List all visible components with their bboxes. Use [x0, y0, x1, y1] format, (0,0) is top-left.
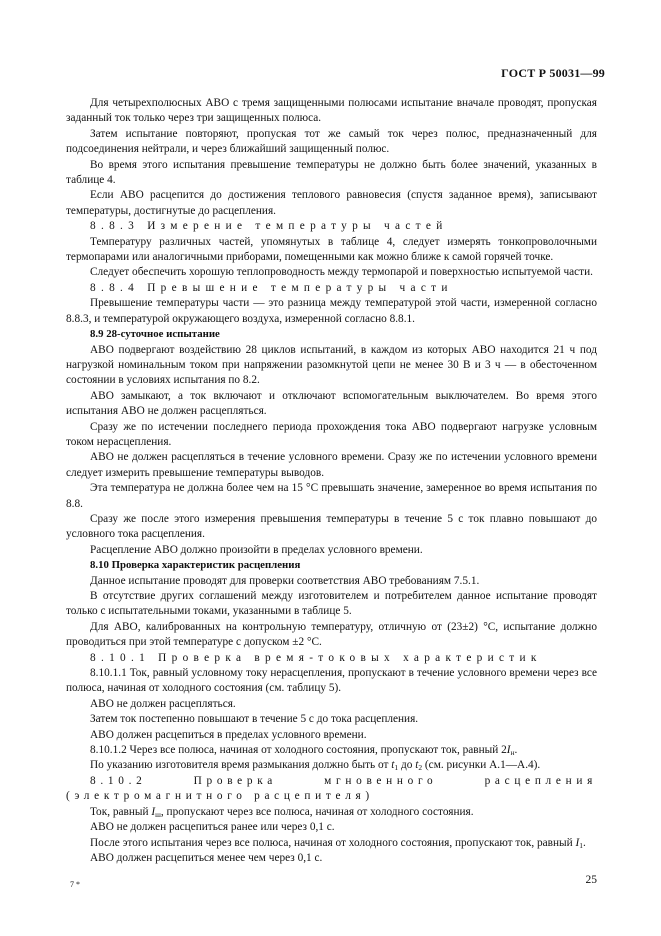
paragraph: АВО не должен расцепляться в течение условного времени. Сразу же по истечении условного времени следует измерить превышение температуры выводов.	[66, 451, 597, 479]
section-heading-8-9: 8.9 28-суточное испытание	[90, 328, 220, 341]
paragraph: Затем испытание повторяют, пропуская тот же самый ток через полюс, предназначенный для подсоединения нейтрали, и через ближайший защищенный полюс.	[66, 127, 597, 156]
text-run: По указанию изготовителя время размыкания должно быть от	[90, 759, 392, 772]
paragraph: АВО не должен расцепляться.	[90, 697, 236, 710]
paragraph	[66, 805, 597, 820]
paragraph: 8.10.1.1 Ток, равный условному току нерасцепления, пропускают в течение условного времени через все полюса, начиная от холодного состояния (см. таблицу 5).	[66, 667, 597, 695]
paragraph: АВО должен расцепиться менее чем через 0,1 с.	[90, 851, 323, 864]
subscript: ш	[155, 809, 161, 819]
paragraph: Эта температура не должна более чем на 15 °С превышать значение, замеренное во время испытания по 8.8.	[66, 482, 597, 510]
footer-mark: 7 *	[70, 880, 80, 889]
document-id: ГОСТ Р 50031—99	[501, 66, 605, 80]
paragraph: Расцепление АВО должно произойти в пределах условного времени.	[90, 543, 423, 556]
paragraph	[66, 743, 597, 758]
paragraph: Превышение температуры части — это разница между температурой этой части, измеренной согласно 8.8.3, и температурой окружающего воздуха, измеренной согласно 8.8.1.	[66, 297, 597, 325]
variable: I	[151, 805, 156, 818]
subscript: 1	[579, 840, 584, 850]
paragraph: АВО подвергают воздействию 28 циклов испытаний, в каждом из которых АВО находится 21 ч под нагрузкой номинальным током при напряжении разомкнутой цепи не менее 30 В и 3 ч — в обесточенном состоянии в условиях испытания по 8.2.	[66, 343, 597, 387]
subscript: н	[510, 748, 515, 758]
paragraph: Сразу же по истечении последнего периода прохождения тока АВО подвергают нагрузке условным током нерасцепления.	[66, 420, 597, 448]
paragraph: АВО замыкают, а ток включают и отключают вспомогательным выключателем. Во время этого испытания АВО не должен расцепляться.	[66, 389, 597, 418]
paragraph: Сразу же после этого измерения превышения температуры в течение 5 с ток плавно повышают до условного тока расцепления.	[66, 512, 597, 541]
subscript: 1	[394, 763, 399, 773]
subscript: 2	[418, 763, 423, 773]
text-run: .	[514, 744, 518, 757]
paragraph: Для АВО, калиброванных на контрольную температуру, отличную от (23±2) °С, испытание должно проводиться при этой температуре с допуском ±2 °С.	[66, 620, 597, 649]
variable: I	[575, 836, 580, 849]
paragraph: Следует обеспечить хорошую теплопроводность между термопарой и поверхностью испытуемой части.	[90, 266, 593, 279]
text-run: до	[398, 759, 416, 772]
paragraph: Во время этого испытания превышение температуры не должно быть более значений, указанных в таблице 4.	[66, 158, 597, 187]
text-run: Ток, равный	[90, 805, 152, 818]
page-number: 25	[585, 874, 597, 886]
section-heading-8-10: 8.10 Проверка характеристик расцепления	[90, 559, 301, 572]
section-heading-8-8-4: 8.8.4 Превышение температуры части	[90, 281, 453, 294]
paragraph: Для четырехполюсных АВО с тремя защищенными полюсами испытание вначале проводят, пропуская заданный ток только через три защищенных полюса.	[66, 97, 597, 125]
paragraph: Затем ток постепенно повышают в течение 5 с до тока расцепления.	[90, 713, 419, 726]
paragraph: Если АВО расцепится до достижения теплового равновесия (спустя заданное время), записывают температуры, достигнутые до расцепления.	[66, 189, 597, 217]
variable: t	[391, 759, 395, 772]
section-heading-8-10-1: 8.10.1 Проверка время-токовых характеристик	[90, 651, 542, 664]
text-run: 8.10.1.2 Через все полюса, начиная от холодного состояния, пропускают ток, равный 2	[90, 744, 507, 757]
variable: I	[506, 744, 511, 757]
paragraph: Температуру различных частей, упомянутых в таблице 4, следует измерять тонкопроволочными термопарами или аналогичными приборами, помещенными как можно ближе к самой горячей точке.	[66, 235, 597, 264]
body-text	[66, 96, 597, 866]
paragraph: Данное испытание проводят для проверки соответствия АВО требованиям 7.5.1.	[90, 574, 480, 587]
paragraph: АВО не должен расцепиться ранее или через 0,1 с.	[90, 821, 335, 834]
paragraph	[66, 758, 597, 773]
paragraph: В отсутствие других соглашений между изготовителем и потребителем данное испытание проводят только с испытательными токами, указанными в таблице 5.	[66, 590, 597, 618]
paragraph: АВО должен расцепиться в пределах условного времени.	[90, 728, 367, 741]
section-heading-8-8-3: 8.8.3 Измерение температуры частей	[90, 220, 448, 233]
text-run: , пропускают через все полюса, начиная от холодного состояния.	[160, 805, 474, 818]
paragraph	[66, 836, 597, 851]
text-run: .	[583, 836, 586, 849]
section-heading-8-10-2: 8.10.2 Проверка мгновенного расцепления (электромагнитного расцепителя)	[66, 774, 597, 803]
variable: t	[415, 759, 419, 772]
text-run: После этого испытания через все полюса, начиная от холодного состояния, пропускают ток, равный	[90, 836, 576, 849]
text-run: (см. рисунки А.1—А.4).	[422, 759, 541, 772]
